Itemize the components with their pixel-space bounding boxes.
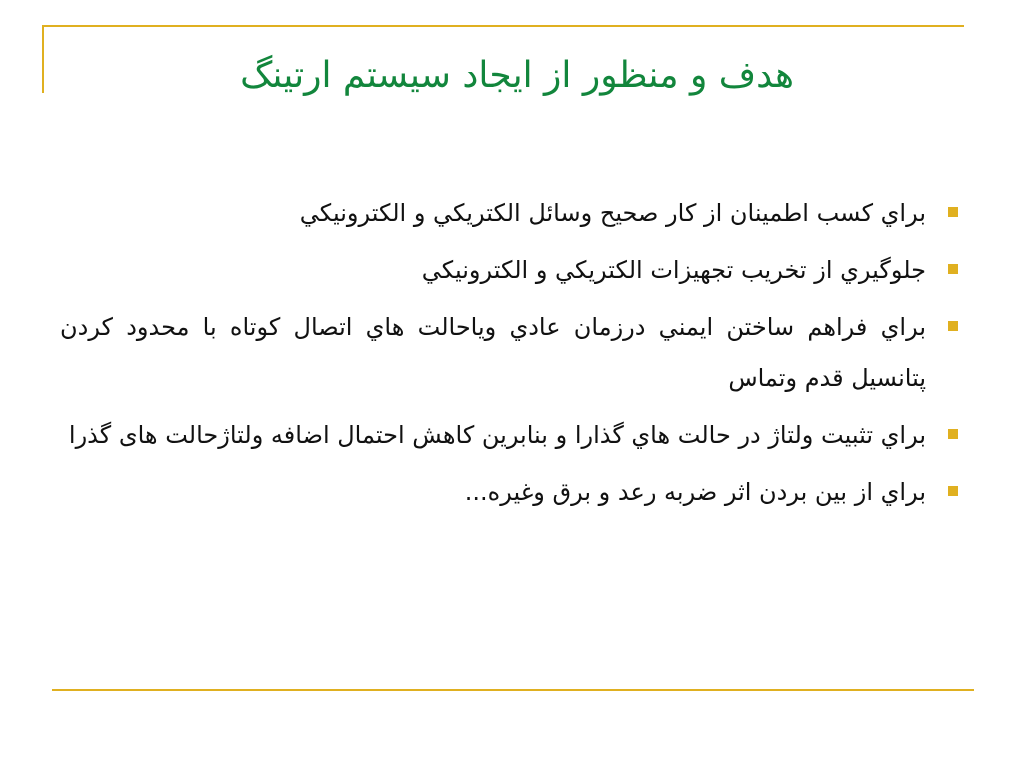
bullet-text-3: براي فراهم ساختن ايمني درزمان عادي وياحالت هاي اتصال كوتاه با محدود كردن پتانسيل قدم وتماس (60, 313, 926, 392)
bullet-item-5 (60, 467, 960, 518)
top-divider (42, 25, 964, 27)
left-divider (42, 25, 44, 93)
square-bullet-icon (948, 429, 958, 439)
square-bullet-icon (948, 264, 958, 274)
slide-title: هدف و منظور از ايجاد سيستم ارتينگ (240, 55, 794, 96)
bullet-text-4: براي تثبيت ولتاژ در حالت هاي گذارا و بنابرين كاهش احتمال اضافه ولتاژحالت های گذرا (68, 421, 926, 449)
bullet-list (60, 188, 960, 524)
square-bullet-icon (948, 207, 958, 217)
square-bullet-icon (948, 321, 958, 331)
bullet-item-3 (60, 302, 960, 404)
bullet-item-4 (60, 410, 960, 461)
bullet-item-2 (60, 245, 960, 296)
square-bullet-icon (948, 486, 958, 496)
bottom-divider (52, 689, 974, 691)
bullet-item-1 (60, 188, 960, 239)
bullet-text-2: جلوگيري از تخريب تجهيزات الكتريكي و الكترونيكي (421, 256, 926, 284)
bullet-text-5: براي از بين بردن اثر ضربه رعد و برق وغيره... (464, 478, 926, 506)
bullet-text-1: براي كسب اطمينان از كار صحيح وسائل الكتريكي و الكترونيكي (299, 199, 926, 227)
